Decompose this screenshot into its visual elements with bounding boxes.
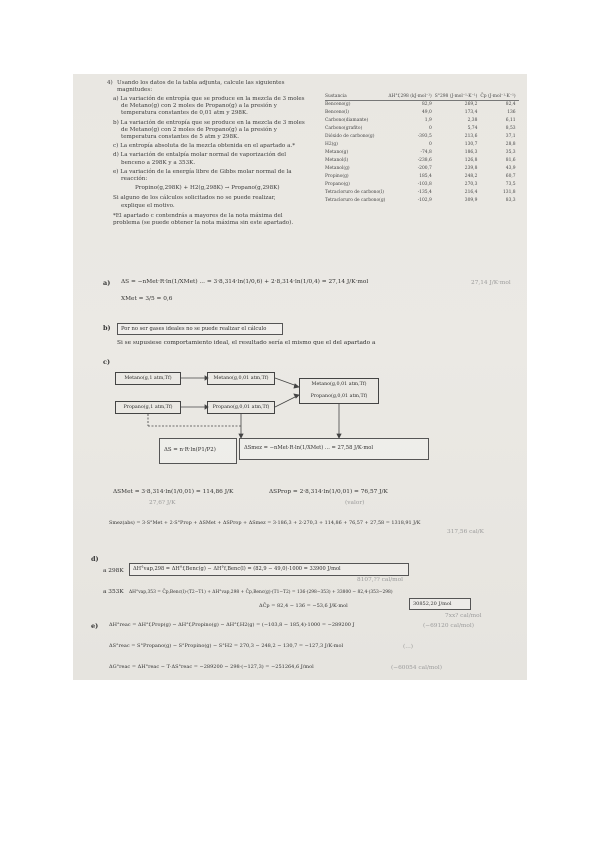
section-a-equation: ΔS = −nMet·R·ln(1/XMet) ... = 3·8,314·ln(1/0,6) + 2·8,314·ln(1/0,4) = 27,14 J/K·mol	[121, 279, 369, 285]
note-1: Si alguno de los cálculos solicitados no se puede realizar,	[113, 195, 276, 202]
reaction: Propino(g,298K) + H2(g,298K) → Propano(g,298K)	[135, 185, 280, 192]
table-cell-value: 81,6	[505, 158, 516, 163]
item-b-2: de Metano(g) con 2 moles de Propano(g) a la presión y	[121, 126, 277, 133]
item-d-2: benceno a 298K y a 353K.	[121, 159, 196, 166]
item-a-3: temperatura constantes de 0,01 atm y 298K.	[121, 110, 248, 117]
section-a-note: 27,14 J/K·mol	[471, 280, 511, 286]
section-a-fraction: XMet = 3/5 = 0,6	[121, 296, 173, 302]
diagram-box-metano-1atm: Metano(g,1 atm,Tf)	[115, 372, 181, 385]
footnote-1: *El apartado c contendrás a mayores de la nota máxima del	[113, 212, 283, 219]
section-d-label: d)	[91, 555, 99, 563]
c-delta-s-metano-note: 27,6? J/K	[149, 500, 176, 506]
table-cell-substance: Metanol(l)	[325, 158, 349, 163]
table-cell-substance: H2(g)	[325, 142, 338, 147]
problem-intro-2: magnitudes:	[117, 87, 153, 93]
table-header: S°298 (J·mol⁻¹·K⁻¹)	[435, 94, 481, 101]
table-cell-substance: Carbono(diamante)	[325, 118, 369, 123]
table-cell-value: -103,8	[417, 182, 432, 187]
table-cell-value: 35,3	[505, 150, 516, 155]
note-2: explique el motivo.	[121, 202, 175, 209]
table-cell-value: 2,38	[467, 118, 478, 123]
table-cell-value: 248,2	[464, 174, 478, 179]
c-delta-s-metano: ΔSMet = 3·8,314·ln(1/0,01) = 114,86 J/K	[113, 489, 234, 495]
d-result-box: 30852,20 J/mol	[409, 598, 471, 610]
d-298-note: 8107,?? cal/mol	[357, 577, 404, 583]
entropy-expansion-box: ΔS = n·R·ln(P1/P2)	[159, 438, 237, 464]
table-cell-value: 83,3	[505, 198, 516, 203]
table-header: C̄p (J·mol⁻¹·K⁻¹)	[480, 94, 518, 101]
table-cell-value: 43,9	[505, 166, 516, 171]
table-cell-value: -135,4	[417, 190, 432, 195]
scanned-photo	[73, 74, 527, 680]
table-cell-value: 6,11	[505, 118, 516, 123]
problem-number: 4)	[107, 80, 113, 86]
table-cell-value: 28,8	[505, 142, 516, 147]
table-cell-value: 82,4	[505, 102, 516, 108]
footnote-2: problema (se puede obtener la nota máxima sin este apartado).	[113, 220, 294, 227]
section-e-label: e)	[91, 622, 99, 630]
table-cell-substance: Metano(g)	[325, 150, 349, 155]
table-header: ΔH°f,298 (kJ·mol⁻¹)	[388, 94, 434, 101]
table-cell-value: 239,8	[464, 166, 478, 171]
section-b-label: b)	[103, 324, 111, 332]
item-b-3: temperatura constantes de 5 atm y 298K.	[121, 134, 240, 141]
table-cell-substance: Tetracloruro de carbono(l)	[325, 190, 384, 195]
d-298-label: a 298K	[103, 568, 124, 574]
item-b-1: b) La variación de entropía que se produce en la mezcla de 3 moles	[113, 119, 305, 126]
item-a-1: a) La variación de entropía que se produce en la mezcla de 3 moles	[113, 96, 305, 102]
table-cell-value: -393,5	[417, 134, 432, 139]
table-cell-substance: Propino(g)	[325, 174, 349, 179]
table-cell-value: 216,4	[464, 190, 478, 195]
table-cell-substance: Benceno(g)	[325, 102, 351, 108]
table-cell-value: 270,3	[464, 182, 478, 187]
section-b-box: Por no ser gases ideales no se puede realizar el cálculo	[117, 323, 283, 335]
table-cell-value: 173,4	[464, 110, 478, 115]
table-cell-value: 37,1	[505, 134, 516, 139]
table-cell-value: 186,3	[464, 150, 478, 155]
table-cell-value: 130,7	[464, 142, 478, 147]
diagram-box-propano-001atm: Propano(g,0,01 atm,Tf)	[207, 401, 275, 414]
table-cell-substance: Tetracloruro de carbono(g)	[325, 198, 386, 203]
e-gibbs: ΔG°reac = ΔH°reac − T·ΔS°reac = −289200 − 298·(−127,3) = −251264,6 J/mol	[109, 664, 314, 670]
diagram-box-mixture: Metano(g,0,01 atm,Tf) Propano(g,0,01 atm,Tf)	[299, 378, 379, 404]
table-cell-value: 185,4	[419, 174, 432, 179]
d-note: 7xx? cal/mol	[445, 613, 482, 619]
problem-intro-1: Usando los datos de la tabla adjunta, calcule las siguientes	[117, 80, 285, 86]
item-c-1: c) La entropía absoluta de la mezcla obtenida en el apartado a.*	[113, 143, 295, 150]
table-cell-value: -238,6	[417, 158, 432, 163]
table-cell-value: -74,8	[420, 150, 432, 155]
e-enthalpy-note: (−69120 cal/mol)	[423, 623, 475, 629]
table-cell-value: 131,8	[503, 190, 516, 195]
d-delta-cp: ΔC̄p = 82,4 − 136 = −53,6 J/K·mol	[259, 603, 348, 609]
table-cell-substance: Benceno(l)	[325, 110, 350, 115]
table-cell-substance: Propano(g)	[325, 182, 350, 187]
item-a-2: de Metano(g) con 2 moles de Propano(g) a la presión y	[121, 103, 277, 110]
table-cell-value: 0	[428, 126, 432, 131]
d-353-label: a 353K	[103, 589, 124, 595]
table-cell-value: 73,5	[505, 182, 516, 187]
table-cell-substance: Metanol(g)	[325, 166, 350, 171]
table-cell-substance: Carbono(grafito)	[325, 126, 363, 131]
table-cell-value: -200,7	[417, 166, 432, 171]
table-cell-value: 60,7	[505, 174, 516, 179]
table-cell-value: 0	[428, 142, 432, 147]
section-a-label: a)	[103, 279, 111, 287]
table-cell-value: 309,9	[464, 198, 478, 203]
d-298-equation: ΔH°vap,298 = ΔH°f,Benc(g) − ΔH°f,Benc(l) = (82,9 − 49,0)·1000 = 33900 J/mol	[129, 563, 409, 576]
c-absolute-entropy: Smez(abs) = 3·S°Met + 2·S°Prop + ΔSMet + ΔSProp + ΔSmez = 3·186,3 + 2·270,3 + 114,86 + 76,57 + 27,58 = 1318,91 J/K	[109, 520, 421, 526]
d-353-equation: ΔH°vap,353 = C̄p,Benc(l)·(T2−T1) + ΔH°vap,298 + C̄p,Benc(g)·(T1−T2) = 136·(298−353) + 33800 − 82,4·(353−298)	[129, 590, 393, 595]
item-e-1: e) La variación de la energía libre de Gibbs molar normal de la	[113, 168, 292, 175]
diagram-box-metano-001atm: Metano(g,0,01 atm,Tf)	[207, 372, 275, 385]
table-cell-value: -102,9	[417, 198, 432, 203]
table-header: Sustancia	[325, 94, 388, 101]
entropy-mixing-box: ΔSmez = −nMet·R·ln(1/XMet) ... = 27,58 J/K·mol	[239, 438, 429, 460]
table-cell-value: 8,53	[505, 126, 516, 131]
item-d-1: d) La variación de entalpía molar normal de vaporización del	[113, 152, 287, 159]
item-e-2: reacción:	[121, 176, 148, 183]
table-cell-value: 136	[507, 110, 516, 115]
table-cell-value: 1,9	[424, 118, 432, 123]
e-enthalpy: ΔH°reac = ΔH°f,Prop(g) − ΔH°f,Propino(g) − ΔH°f,H2(g) = (−103,8 − 185,4)·1000 = −289200 J	[109, 622, 355, 628]
c-delta-s-propano-note: (valor)	[345, 500, 365, 506]
table-cell-value: 126,8	[464, 158, 478, 163]
e-entropy: ΔS°reac = S°Propano(g) − S°Propino(g) − S°H2 = 270,3 − 248,2 − 130,7 = −127,3 J/K·mol	[109, 643, 344, 649]
section-c-label: c)	[103, 358, 111, 366]
diagram-box-propano-1atm: Propano(g,1 atm,Tf)	[115, 401, 181, 414]
e-gibbs-note: (−60054 cal/mol)	[391, 665, 443, 671]
c-delta-s-propano: ΔSProp = 2·8,314·ln(1/0,01) = 76,57 J/K	[269, 489, 388, 495]
table-cell-value: 5,74	[467, 126, 478, 131]
section-b-note: Si se supusiese comportamiento ideal, el resultado sería el mismo que el del apartado a	[117, 340, 376, 346]
table-cell-value: 82,9	[421, 102, 432, 108]
table-cell-value: 269,2	[464, 102, 478, 108]
e-entropy-note: (...)	[403, 644, 414, 650]
table-cell-value: 49,0	[421, 110, 432, 115]
table-cell-substance: Dióxido de carbono(g)	[325, 134, 375, 139]
table-cell-value: 213,6	[464, 134, 478, 139]
c-absolute-entropy-note: 317,56 cal/K	[447, 529, 484, 535]
